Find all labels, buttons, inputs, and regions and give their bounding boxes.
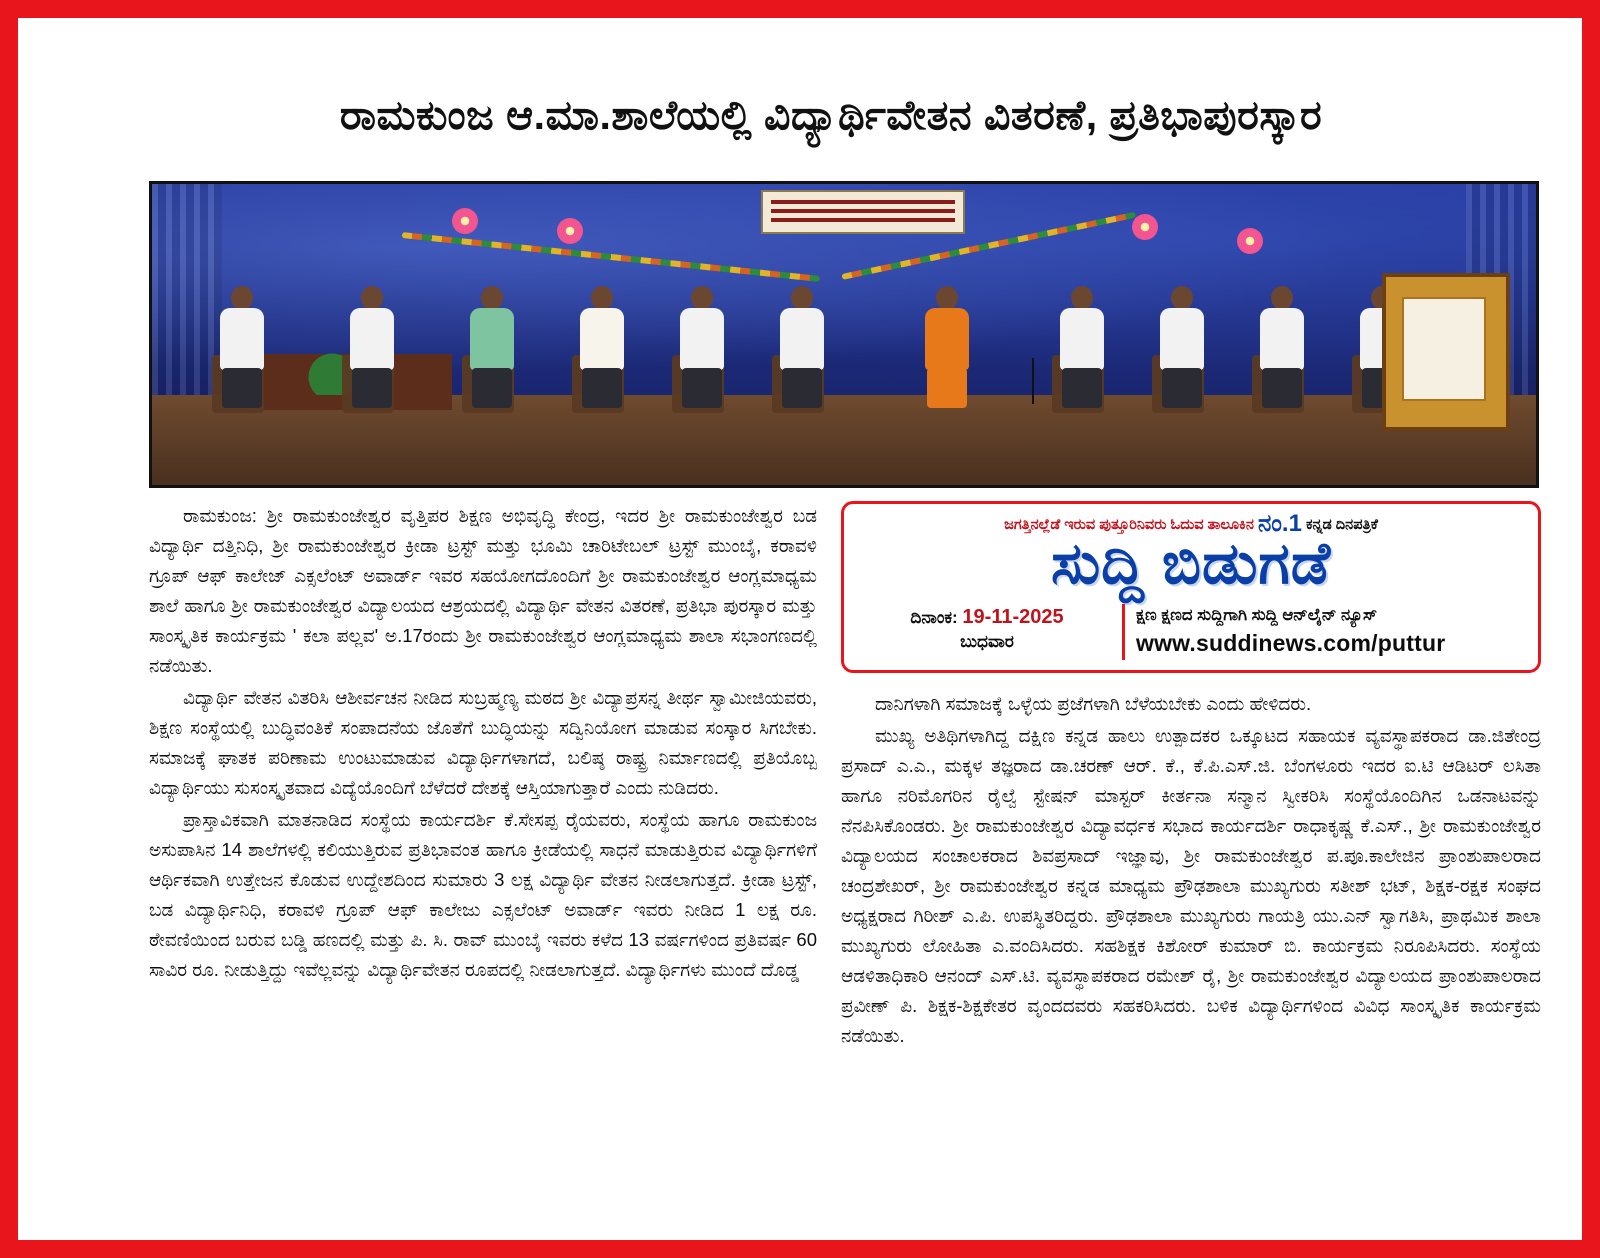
masthead-box bbox=[841, 501, 1541, 673]
page-inner bbox=[36, 36, 1582, 1240]
article-paragraph: ವಿದ್ಯಾರ್ಥಿ ವೇತನ ವಿತರಿಸಿ ಆಶೀರ್ವಚನ ನೀಡಿದ ಸುಬ್ರಹ್ಮಣ್ಯ ಮಠದ ಶ್ರೀ ವಿದ್ಯಾಪ್ರಸನ್ನ ತೀರ್ಥ ಸ್ವಾಮೀಜಿಯವರು, ಶಿಕ್ಷಣ ಸಂಸ್ಥೆಯಲ್ಲಿ ಬುದ್ಧಿವಂತಿಕೆ ಸಂಪಾದನೆಯ ಜೊತೆಗೆ ಬುದ್ಧಿಯನ್ನು ಸದ್ವಿನಿಯೋಗ ಮಾಡುವ ಸಂಸ್ಕಾರ ಸಿಗಬೇಕು. ಸಮಾಜಕ್ಕೆ ಘಾತಕ ಪರಿಣಾಮ ಉಂಟುಮಾಡುವ ವಿದ್ಯಾರ್ಥಿಗಳಾಗದೆ, ಬಲಿಷ್ಠ ರಾಷ್ಟ್ರ ನಿರ್ಮಾಣದಲ್ಲಿ ಪ್ರತಿಯೊಬ್ಬ ವಿದ್ಯಾರ್ಥಿಯು ಸುಸಂಸ್ಕೃತವಾದ ವಿದ್ಯೆಯೊಂದಿಗೆ ಬೆಳೆದರೆ ದೇಶಕ್ಕೆ ಆಸ್ತಿಯಾಗುತ್ತಾರೆ ಎಂದು ನುಡಿದರು. bbox=[149, 686, 817, 798]
stage-banner bbox=[761, 190, 965, 234]
seated-guest bbox=[774, 286, 830, 404]
tagline-after: ಕನ್ನಡ ದಿನಪತ್ರಿಕೆ bbox=[1305, 517, 1378, 533]
date-value: 19-11-2025 bbox=[962, 606, 1064, 628]
masthead-title: ಸುದ್ದಿ ಬಿಡುಗಡೆ bbox=[1050, 531, 1332, 596]
masthead-day: ಬುಧವಾರ bbox=[960, 632, 1014, 651]
article-paragraph: ದಾನಿಗಳಾಗಿ ಸಮಾಜಕ್ಕೆ ಒಳ್ಳೆಯ ಪ್ರಜೆಗಳಾಗಿ ಬೆಳೆಯಬೇಕು ಎಂದು ಹೇಳಿದರು. bbox=[875, 693, 1312, 714]
seated-guest bbox=[1054, 286, 1110, 404]
flower-decor bbox=[557, 218, 583, 244]
microphone bbox=[1032, 358, 1034, 404]
seated-guest bbox=[344, 286, 400, 404]
flower-decor bbox=[1132, 214, 1158, 240]
seated-guest bbox=[1254, 286, 1310, 404]
masthead-date bbox=[862, 606, 1112, 629]
flower-decor bbox=[452, 208, 478, 234]
masthead-divider bbox=[1122, 604, 1125, 660]
seated-guest bbox=[574, 286, 630, 404]
seated-guest bbox=[674, 286, 730, 404]
tagline-before: ಜಗತ್ತಿನಲ್ಲೆಡೆ ಇರುವ ಪುತ್ತೂರಿನಿವರು ಓದುವ ತಾಲೂಕಿನ bbox=[1004, 517, 1254, 533]
masthead-slogan: ಕ್ಷಣ ಕ್ಷಣದ ಸುದ್ದಿಗಾಗಿ ಸುದ್ದಿ ಆನ್‌ಲೈನ್ ನ್ಯೂಸ್ bbox=[1136, 606, 1378, 624]
seated-guest bbox=[214, 286, 270, 404]
tagline-no1: ನಂ.1 bbox=[1257, 510, 1302, 537]
event-photo bbox=[149, 181, 1539, 488]
flower-decor bbox=[1237, 228, 1263, 254]
masthead-footer bbox=[844, 604, 1538, 662]
article-column-right bbox=[841, 689, 1541, 1053]
seated-guest bbox=[1154, 286, 1210, 404]
swamiji bbox=[912, 286, 982, 404]
seated-guest bbox=[464, 286, 520, 404]
article-column-left bbox=[149, 501, 817, 987]
article-paragraph: ಮುಖ್ಯ ಅತಿಥಿಗಳಾಗಿದ್ದ ದಕ್ಷಿಣ ಕನ್ನಡ ಹಾಲು ಉತ್ಪಾದಕರ ಒಕ್ಕೂಟದ ಸಹಾಯಕ ವ್ಯವಸ್ಥಾಪಕರಾದ ಡಾ.ಜಿತೇಂದ್ರ ಪ್ರಸಾದ್ ಎ.ಎ., ಮಕ್ಕಳ ತಜ್ಞರಾದ ಡಾ.ಚರಣ್ ಆರ್. ಕೆ., ಕೆ.ಪಿ.ಎಸ್.ಜಿ. ಬೆಂಗಳೂರು ಇದರ ಐ.ಟಿ ಆಡಿಟರ್ ಲಸಿತಾ ಹಾಗೂ ನರಿಮೊಗರಿನ ರೈಲ್ವೆ ಸ್ಟೇಷನ್ ಮಾಸ್ಟರ್ ಕೀರ್ತನಾ ಸನ್ಮಾನ ಸ್ವೀಕರಿಸಿ ಸಂಸ್ಥೆಯೊಂದಿಗಿನ ಒಡನಾಟವನ್ನು ನೆನಪಿಸಿಕೊಂಡರು. ಶ್ರೀ ರಾಮಕುಂಜೇಶ್ವರ ವಿದ್ಯಾವರ್ಧಕ ಸಭಾದ ಕಾರ್ಯದರ್ಶಿ ರಾಧಾಕೃಷ್ಣ ಕೆ.ಎಸ್., ಶ್ರೀ ರಾಮಕುಂಜೇಶ್ವರ ವಿದ್ಯಾಲಯದ ಸಂಚಾಲಕರಾದ ಶಿವಪ್ರಸಾದ್ ಇಜ್ಞಾವು, ಶ್ರೀ ರಾಮಕುಂಜೇಶ್ವರ ಪ.ಪೂ.ಕಾಲೇಜಿನ ಪ್ರಾಂಶುಪಾಲರಾದ ಚಂದ್ರಶೇಖರ್, ಶ್ರೀ ರಾಮಕುಂಜೇಶ್ವರ ಕನ್ನಡ ಮಾಧ್ಯಮ ಪ್ರೌಢಶಾಲಾ ಮುಖ್ಯಗುರು ಸತೀಶ್ ಭಟ್, ಶಿಕ್ಷಕ-ರಕ್ಷಕ ಸಂಘದ ಅಧ್ಯಕ್ಷರಾದ ಗಿರೀಶ್ ಎ.ಪಿ. ಉಪಸ್ಥಿತರಿದ್ದರು. ಪ್ರೌಢಶಾಲಾ ಮುಖ್ಯಗುರು ಗಾಯತ್ರಿ ಯು.ಎನ್ ಸ್ವಾಗತಿಸಿ, ಪ್ರಾಥಮಿಕ ಶಾಲಾ ಮುಖ್ಯಗುರು ಲೋಹಿತಾ ಎ.ವಂದಿಸಿದರು. ಸಹಶಿಕ್ಷಕ ಕಿಶೋರ್ ಕುಮಾರ್ ಬಿ. ಕಾರ್ಯಕ್ರಮ ನಿರೂಪಿಸಿದರು. ಸಂಸ್ಥೆಯ ಆಡಳಿತಾಧಿಕಾರಿ ಆನಂದ್ ಎಸ್.ಟಿ. ವ್ಯವಸ್ಥಾಪಕರಾದ ರಮೇಶ್ ರೈ, ಶ್ರೀ ರಾಮಕುಂಜೇಶ್ವರ ವಿದ್ಯಾಲಯದ ಪ್ರಾಂಶುಪಾಲರಾದ ಪ್ರವೀಣ್ ಪಿ. ಶಿಕ್ಷಕ-ಶಿಕ್ಷಕೇತರ ವೃಂದದವರು ಸಹಕರಿಸಿದರು. ಬಳಿಕ ವಿದ್ಯಾರ್ಥಿಗಳಿಂದ ವಿವಿಧ ಸಾಂಸ್ಕೃತಿಕ ಕಾರ್ಯಕ್ರಮ ನಡೆಯಿತು. bbox=[841, 724, 1541, 1046]
masthead-url[interactable]: www.suddinews.com/puttur bbox=[1136, 630, 1446, 656]
article-paragraph: ಪ್ರಾಸ್ತಾವಿಕವಾಗಿ ಮಾತನಾಡಿದ ಸಂಸ್ಥೆಯ ಕಾರ್ಯದರ್ಶಿ ಕೆ.ಸೇಸಪ್ಪ ರೈಯವರು, ಸಂಸ್ಥೆಯ ಹಾಗೂ ರಾಮಕುಂಜ ಅಸುಪಾಸಿನ 14 ಶಾಲೆಗಳಲ್ಲಿ ಕಲಿಯುತ್ತಿರುವ ಪ್ರತಿಭಾವಂತ ಹಾಗೂ ಕ್ರೀಡೆಯಲ್ಲಿ ಸಾಧನೆ ಮಾಡುತ್ತಿರುವ ವಿದ್ಯಾರ್ಥಿಗಳಿಗೆ ಆರ್ಥಿಕವಾಗಿ ಉತ್ತೇಜನ ಕೊಡುವ ಉದ್ದೇಶದಿಂದ ಸುಮಾರು 3 ಲಕ್ಷ ವಿದ್ಯಾರ್ಥಿ ವೇತನ ನೀಡಲಾಗುತ್ತದೆ. ಕ್ರೀಡಾ ಟ್ರಸ್ಟ್, ಬಡ ವಿದ್ಯಾರ್ಥಿನಿಧಿ, ಕರಾವಳಿ ಗ್ರೂಪ್ ಆಫ್ ಕಾಲೇಜು ಎಕ್ಸಲೆಂಟ್ ಅವಾರ್ಡ್ ಇವರು ನೀಡಿದ 1 ಲಕ್ಷ ರೂ. ಠೇವಣಿಯಿಂದ ಬರುವ ಬಡ್ಡಿ ಹಣದಲ್ಲಿ ಮತ್ತು ಪಿ. ಸಿ. ರಾವ್ ಮುಂಬೈ ಇವರು ಕಳೆದ 13 ವರ್ಷಗಳಿಂದ ಪ್ರತಿವರ್ಷ 60 ಸಾವಿರ ರೂ. ನೀಡುತ್ತಿದ್ದು ಇವೆಲ್ಲವನ್ನು ವಿದ್ಯಾರ್ಥಿವೇತನ ರೂಪದಲ್ಲಿ ನೀಡಲಾಗುತ್ತದೆ. ವಿದ್ಯಾರ್ಥಿಗಳು ಮುಂದೆ ದೊಡ್ಡ bbox=[149, 808, 817, 980]
page-title: ರಾಮಕುಂಜ ಆ.ಮಾ.ಶಾಲೆಯಲ್ಲಿ ವಿದ್ಯಾರ್ಥಿವೇತನ ವಿತರಣೆ, ಪ್ರತಿಭಾಪುರಸ್ಕಾರ bbox=[339, 92, 1323, 138]
date-label: ದಿನಾಂಕ: bbox=[910, 608, 958, 627]
article-paragraph: ರಾಮಕುಂಜ: ಶ್ರೀ ರಾಮಕುಂಜೇಶ್ವರ ವೃತ್ತಿಪರ ಶಿಕ್ಷಣ ಅಭಿವೃದ್ಧಿ ಕೇಂದ್ರ, ಇದರ ಶ್ರೀ ರಾಮಕುಂಜೇಶ್ವರ ಬಡ ವಿದ್ಯಾರ್ಥಿ ದತ್ತಿನಿಧಿ, ಶ್ರೀ ರಾಮಕುಂಜೇಶ್ವರ ಕ್ರೀಡಾ ಟ್ರಸ್ಟ್ ಮತ್ತು ಭೂಮಿ ಚಾರಿಟೇಬಲ್ ಟ್ರಸ್ಟ್ ಮುಂಬೈ, ಕರಾವಳಿ ಗ್ರೂಪ್ ಆಫ್ ಕಾಲೇಜ್ ಎಕ್ಸಲೆಂಟ್ ಅವಾರ್ಡ್ ಇವರ ಸಹಯೋಗದೊಂದಿಗೆ ಶ್ರೀ ರಾಮಕುಂಜೇಶ್ವರ ಆಂಗ್ಲಮಾಧ್ಯಮ ಶಾಲೆ ಹಾಗೂ ಶ್ರೀ ರಾಮಕುಂಜೇಶ್ವರ ವಿದ್ಯಾಲಯದ ಆಶ್ರಯದಲ್ಲಿ ವಿದ್ಯಾರ್ಥಿ ವೇತನ ವಿತರಣೆ, ಪ್ರತಿಭಾ ಪುರಸ್ಕಾರ ಮತ್ತು ಸಾಂಸ್ಕೃತಿಕ ಕಾರ್ಯಕ್ರಮ ' ಕಲಾ ಪಲ್ಲವ' ಅ.17ರಂದು ಶ್ರೀ ರಾಮಕುಂಜೇಶ್ವರ ಆಂಗ್ಲಮಾಧ್ಯಮ ಶಾಲಾ ಸಭಾಂಗಣದಲ್ಲಿ ನಡೆಯಿತು. bbox=[149, 505, 817, 676]
podium bbox=[1382, 273, 1510, 431]
